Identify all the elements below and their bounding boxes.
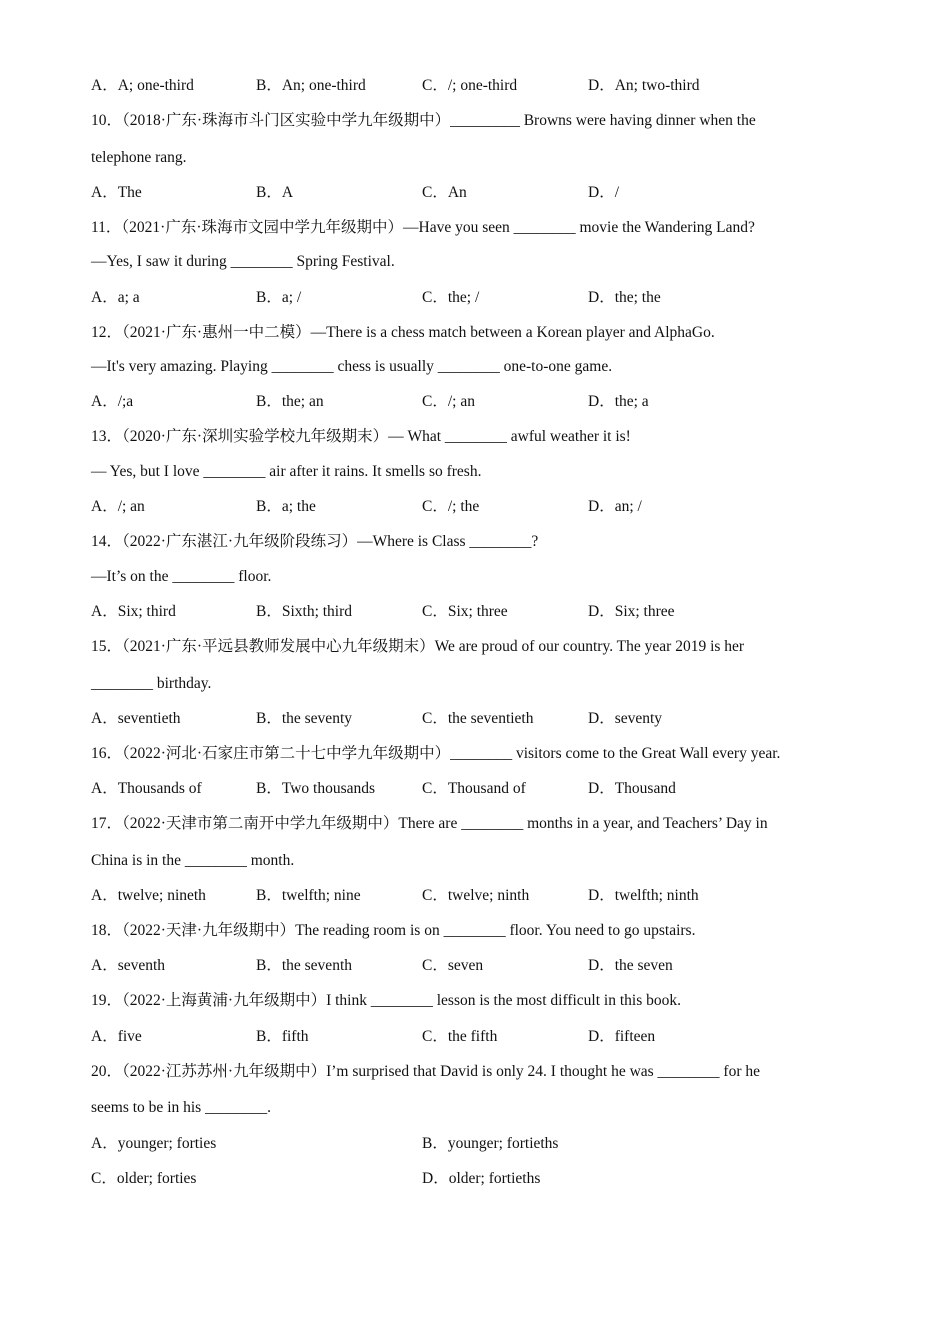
q16-option-c[interactable]: C．Thousand of	[422, 780, 526, 797]
q11-option-b[interactable]: B．a; /	[256, 289, 302, 306]
q15-question-line1: 15．（2021·广东·平远县教师发展中心九年级期末）We are proud of our country. The year 2019 is her	[91, 638, 745, 655]
q15-option-c[interactable]: C．the seventieth	[422, 710, 534, 727]
q15-option-b[interactable]: B．the seventy	[256, 710, 352, 727]
q15-option-a[interactable]: A．seventieth	[91, 710, 181, 727]
q10-option-d[interactable]: D．/	[588, 184, 620, 201]
q12-question-line1: 12．（2021·广东·惠州一中二模）—There is a chess match between a Korean player and AlphaGo.	[91, 324, 715, 341]
q10-question-line2: telephone rang.	[91, 149, 187, 166]
q16-option-a[interactable]: A．Thousands of	[91, 780, 202, 797]
q20-option-c[interactable]: C．older; forties	[91, 1170, 197, 1187]
q19-option-a[interactable]: A．five	[91, 1028, 142, 1045]
q17-question-line2: China is in the ________ month.	[91, 852, 295, 869]
q13-question-line2: — Yes, but I love ________ air after it rains. It smells so fresh.	[91, 463, 482, 480]
q17-option-b[interactable]: B．twelfth; nine	[256, 887, 361, 904]
q13-option-a[interactable]: A．/; an	[91, 498, 145, 515]
q11-option-d[interactable]: D．the; the	[588, 289, 661, 306]
q14-question-line1: 14．（2022·广东湛江·九年级阶段练习）—Where is Class ________?	[91, 533, 539, 550]
q18-option-d[interactable]: D．the seven	[588, 957, 673, 974]
q18-option-a[interactable]: A．seventh	[91, 957, 166, 974]
q20-question-line2: seems to be in his ________.	[91, 1099, 271, 1116]
q20-option-b[interactable]: B．younger; fortieths	[422, 1135, 559, 1152]
q16-option-b[interactable]: B．Two thousands	[256, 780, 376, 797]
q17-option-c[interactable]: C．twelve; ninth	[422, 887, 530, 904]
q19-option-b[interactable]: B．fifth	[256, 1028, 309, 1045]
q10-question-line1: 10．（2018·广东·珠海市斗门区实验中学九年级期中）_________ Browns were having dinner when the	[91, 112, 756, 129]
q12-option-d[interactable]: D．the; a	[588, 393, 649, 410]
q19-option-d[interactable]: D．fifteen	[588, 1028, 656, 1045]
q10-option-c[interactable]: C．An	[422, 184, 467, 201]
q14-option-d[interactable]: D．Six; three	[588, 603, 675, 620]
q12-option-b[interactable]: B．the; an	[256, 393, 324, 410]
q12-option-a[interactable]: A．/;a	[91, 393, 134, 410]
q14-option-a[interactable]: A．Six; third	[91, 603, 176, 620]
q17-question-line1: 17．（2022·天津市第二南开中学九年级期中）There are ________ months in a year, and Teachers’ Day in	[91, 815, 768, 832]
q12-question-line2: —It's very amazing. Playing ________ chess is usually ________ one-to-one game.	[91, 358, 613, 375]
q13-option-b[interactable]: B．a; the	[256, 498, 316, 515]
q11-option-a[interactable]: A．a; a	[91, 289, 140, 306]
q9-option-c[interactable]: C．/; one-third	[422, 77, 518, 94]
q17-option-a[interactable]: A．twelve; nineth	[91, 887, 206, 904]
q14-option-b[interactable]: B．Sixth; third	[256, 603, 353, 620]
q18-option-b[interactable]: B．the seventh	[256, 957, 352, 974]
q16-option-d[interactable]: D．Thousand	[588, 780, 676, 797]
q20-option-d[interactable]: D．older; fortieths	[422, 1170, 541, 1187]
q9-option-d[interactable]: D．An; two-third	[588, 77, 700, 94]
q17-option-d[interactable]: D．twelfth; ninth	[588, 887, 699, 904]
q11-question-line1: 11．（2021·广东·珠海市文园中学九年级期中）—Have you seen ________ movie the Wandering Land?	[91, 219, 755, 236]
q20-question-line1: 20．（2022·江苏苏州·九年级期中）I’m surprised that David is only 24. I thought he was ________ for he	[91, 1063, 761, 1080]
q13-option-d[interactable]: D．an; /	[588, 498, 642, 515]
q13-question-line1: 13．（2020·广东·深圳实验学校九年级期末）— What ________ awful weather it is!	[91, 428, 631, 445]
q10-option-b[interactable]: B．A	[256, 184, 294, 201]
q13-option-c[interactable]: C．/; the	[422, 498, 480, 515]
q19-option-c[interactable]: C．the fifth	[422, 1028, 498, 1045]
q18-question-line1: 18．（2022·天津·九年级期中）The reading room is on ________ floor. You need to go upstairs.	[91, 922, 696, 939]
q12-option-c[interactable]: C．/; an	[422, 393, 475, 410]
q10-option-a[interactable]: A．The	[91, 184, 142, 201]
q15-question-line2: ________ birthday.	[91, 675, 212, 692]
q15-option-d[interactable]: D．seventy	[588, 710, 663, 727]
q14-question-line2: —It’s on the ________ floor.	[91, 568, 272, 585]
q20-option-a[interactable]: A．younger; forties	[91, 1135, 217, 1152]
q16-question-line1: 16．（2022·河北·石家庄市第二十七中学九年级期中）________ visitors come to the Great Wall every year.	[91, 745, 781, 762]
q11-question-line2: —Yes, I saw it during ________ Spring Festival.	[91, 253, 395, 270]
q9-option-b[interactable]: B．An; one-third	[256, 77, 366, 94]
q9-option-a[interactable]: A．A; one-third	[91, 77, 194, 94]
q19-question-line1: 19．（2022·上海黄浦·九年级期中）I think ________ lesson is the most difficult in this book.	[91, 992, 681, 1009]
q18-option-c[interactable]: C．seven	[422, 957, 484, 974]
q11-option-c[interactable]: C．the; /	[422, 289, 480, 306]
q14-option-c[interactable]: C．Six; three	[422, 603, 508, 620]
